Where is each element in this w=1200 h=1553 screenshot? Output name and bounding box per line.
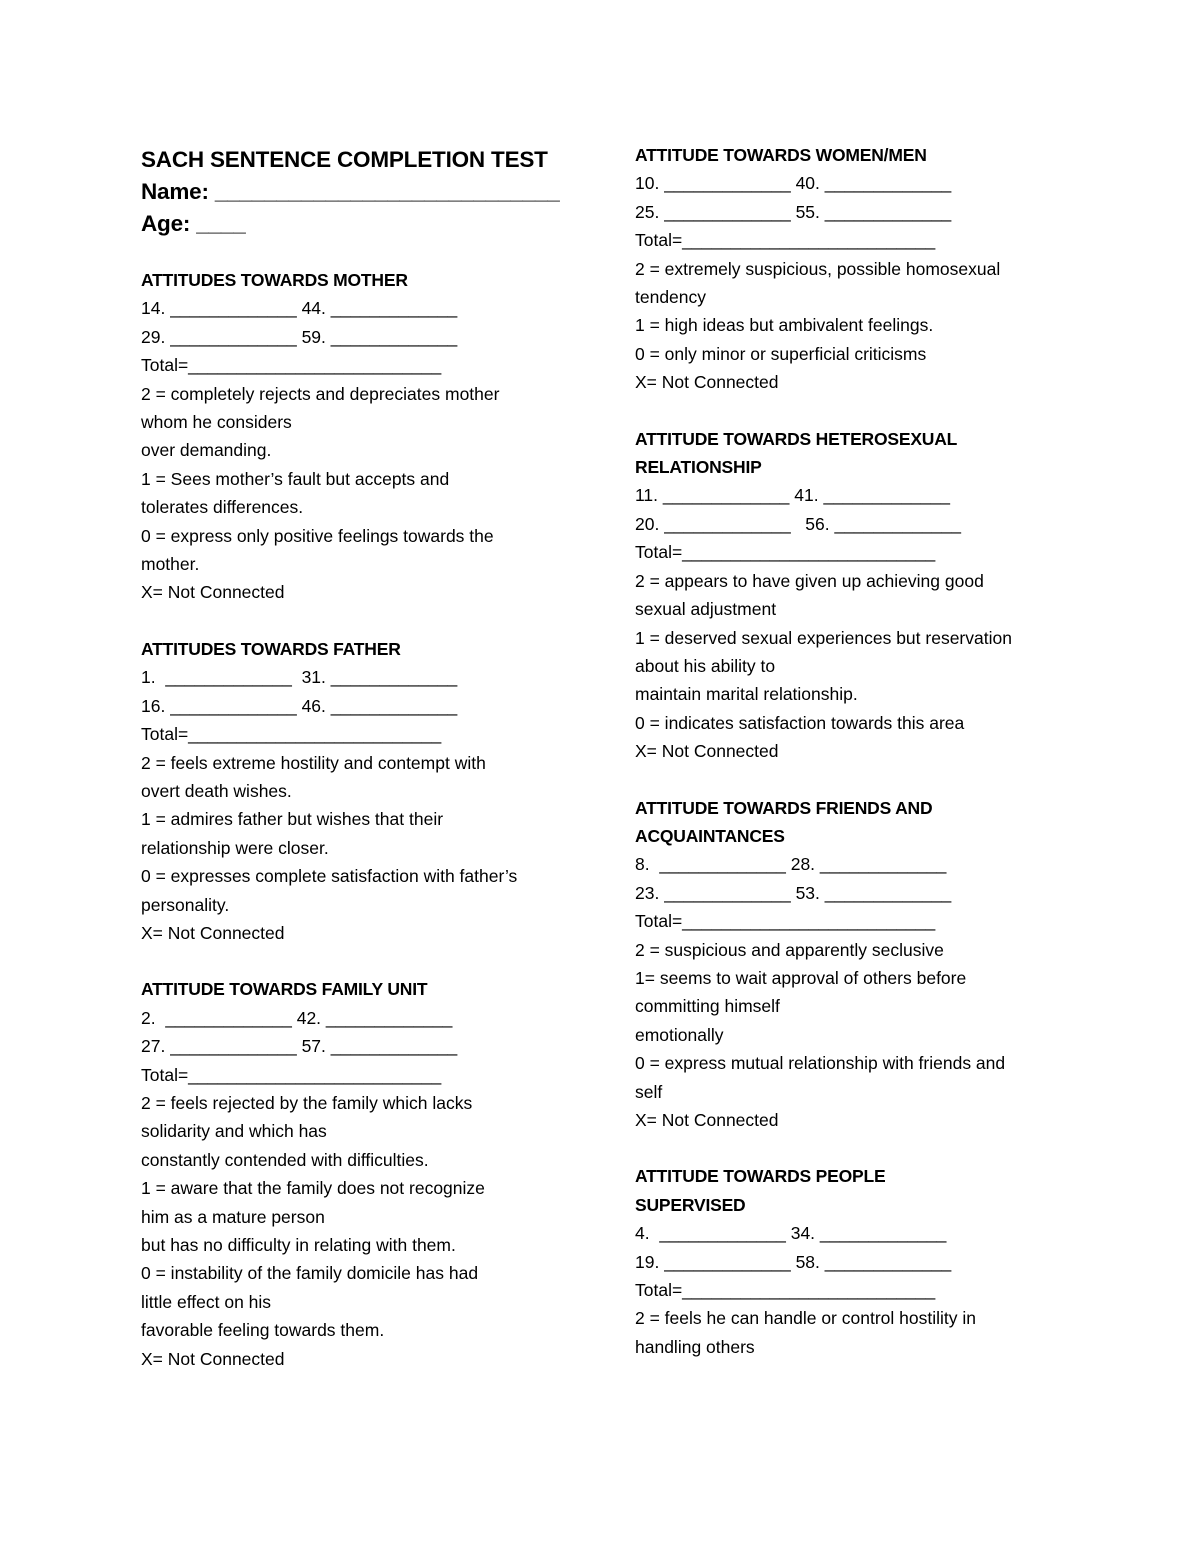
item-numbers-line: 16. _____________ 46. _____________ <box>141 695 458 716</box>
section-title: ATTITUDE TOWARDS HETEROSEXUAL <box>635 428 958 449</box>
age-field-line: Age: ____ <box>141 211 246 236</box>
scoring-description: handling others <box>635 1336 755 1357</box>
total-line: Total=__________________________ <box>141 355 442 376</box>
scoring-description: 1= seems to wait approval of others before <box>635 967 967 988</box>
total-line: Total=__________________________ <box>635 542 936 563</box>
item-numbers-line: 4. _____________ 34. _____________ <box>635 1223 947 1244</box>
scoring-description: favorable feeling towards them. <box>141 1320 385 1341</box>
scoring-description: 1 = Sees mother’s fault but accepts and <box>141 468 450 489</box>
item-numbers-line: 14. _____________ 44. _____________ <box>141 298 458 319</box>
item-numbers-line: 10. _____________ 40. _____________ <box>635 173 952 194</box>
scoring-description: X= Not Connected <box>141 582 285 603</box>
section-title: RELATIONSHIP <box>635 457 762 478</box>
scoring-description: solidarity and which has <box>141 1121 327 1142</box>
scoring-description: self <box>635 1081 663 1102</box>
document-header <box>141 144 581 240</box>
score-section <box>635 141 1075 397</box>
score-section <box>635 425 1075 766</box>
scoring-description: mother. <box>141 554 200 575</box>
item-numbers-line: 23. _____________ 53. _____________ <box>635 882 952 903</box>
scoring-description: X= Not Connected <box>141 1348 285 1369</box>
scoring-description: 1 = high ideas but ambivalent feelings. <box>635 315 934 336</box>
item-numbers-line: 27. _____________ 57. _____________ <box>141 1036 458 1057</box>
scoring-description: 2 = feels he can handle or control hostility in <box>635 1308 976 1329</box>
document-title: SACH SENTENCE COMPLETION TEST <box>141 147 548 172</box>
section-title: ATTITUDE TOWARDS FRIENDS AND <box>635 797 933 818</box>
section-title: ATTITUDE TOWARDS PEOPLE <box>635 1166 886 1187</box>
section-title: ATTITUDES TOWARDS MOTHER <box>141 270 408 290</box>
item-numbers-line: 11. _____________ 41. _____________ <box>635 485 950 506</box>
left-column <box>141 0 581 1401</box>
score-section <box>141 266 581 607</box>
scoring-description: 0 = indicates satisfaction towards this area <box>635 712 965 733</box>
scoring-description: whom he considers <box>141 412 292 433</box>
score-section <box>635 794 1075 1135</box>
scoring-description: 0 = expresses complete satisfaction with father’s <box>141 866 518 887</box>
scoring-description: 1 = aware that the family does not recognize <box>141 1178 485 1199</box>
score-section <box>141 975 581 1373</box>
scoring-description: 2 = feels rejected by the family which lacks <box>141 1092 473 1113</box>
scoring-description: X= Not Connected <box>635 1110 779 1130</box>
section-title: ATTITUDE TOWARDS FAMILY UNIT <box>141 979 428 1000</box>
total-line: Total=__________________________ <box>635 911 936 932</box>
scoring-description: 2 = completely rejects and depreciates mother <box>141 383 500 404</box>
scoring-description: personality. <box>141 894 230 915</box>
scoring-description: little effect on his <box>141 1291 272 1312</box>
scoring-description: tolerates differences. <box>141 497 304 518</box>
scoring-description: 1 = admires father but wishes that their <box>141 809 444 830</box>
scoring-description: overt death wishes. <box>141 780 292 801</box>
scoring-description: about his ability to <box>635 655 776 676</box>
item-numbers-line: 19. _____________ 58. _____________ <box>635 1251 952 1272</box>
total-line: Total=__________________________ <box>635 230 936 251</box>
scoring-description: 2 = extremely suspicious, possible homosexual <box>635 258 1001 279</box>
scoring-description: X= Not Connected <box>635 741 779 762</box>
scoring-description: sexual adjustment <box>635 599 777 620</box>
right-column <box>635 0 1075 1389</box>
scoring-description: 0 = express only positive feelings towards the <box>141 525 494 546</box>
total-line: Total=__________________________ <box>635 1280 936 1301</box>
scoring-description: emotionally <box>635 1024 724 1045</box>
item-numbers-line: 1. _____________ 31. _____________ <box>141 667 458 688</box>
scoring-description: 0 = express mutual relationship with friends and <box>635 1053 1006 1074</box>
scoring-description: 0 = instability of the family domicile has had <box>141 1263 479 1284</box>
section-title: ACQUAINTANCES <box>635 825 785 846</box>
section-title: ATTITUDES TOWARDS FATHER <box>141 638 401 659</box>
item-numbers-line: 20. _____________ 56. _____________ <box>635 513 962 534</box>
scoring-description: 2 = appears to have given up achieving good <box>635 570 984 591</box>
item-numbers-line: 2. _____________ 42. _____________ <box>141 1007 453 1028</box>
scoring-description: maintain marital relationship. <box>635 684 858 705</box>
scoring-description: committing himself <box>635 996 780 1017</box>
scoring-description: X= Not Connected <box>141 922 285 943</box>
scoring-description: tendency <box>635 287 707 308</box>
item-numbers-line: 25. _____________ 55. _____________ <box>635 201 952 222</box>
total-line: Total=__________________________ <box>141 724 442 745</box>
scoring-description: relationship were closer. <box>141 837 329 858</box>
score-section <box>141 635 581 947</box>
scoring-description: but has no difficulty in relating with them. <box>141 1235 456 1255</box>
name-field-line: Name: ____________________________ <box>141 179 560 204</box>
scoring-description: 2 = feels extreme hostility and contempt with <box>141 752 486 773</box>
scoring-description: him as a mature person <box>141 1206 325 1227</box>
score-section <box>635 1162 1075 1361</box>
scoring-description: 2 = suspicious and apparently seclusive <box>635 939 944 960</box>
scoring-description: 1 = deserved sexual experiences but reservation <box>635 627 1012 648</box>
scoring-description: 0 = only minor or superficial criticisms <box>635 343 927 364</box>
item-numbers-line: 8. _____________ 28. _____________ <box>635 854 947 875</box>
section-title: SUPERVISED <box>635 1194 746 1215</box>
scoring-description: X= Not Connected <box>635 372 779 393</box>
section-title: ATTITUDE TOWARDS WOMEN/MEN <box>635 145 927 165</box>
item-numbers-line: 29. _____________ 59. _____________ <box>141 326 458 347</box>
total-line: Total=__________________________ <box>141 1064 442 1085</box>
scoring-description: constantly contended with difficulties. <box>141 1149 429 1170</box>
scoring-description: over demanding. <box>141 440 272 461</box>
